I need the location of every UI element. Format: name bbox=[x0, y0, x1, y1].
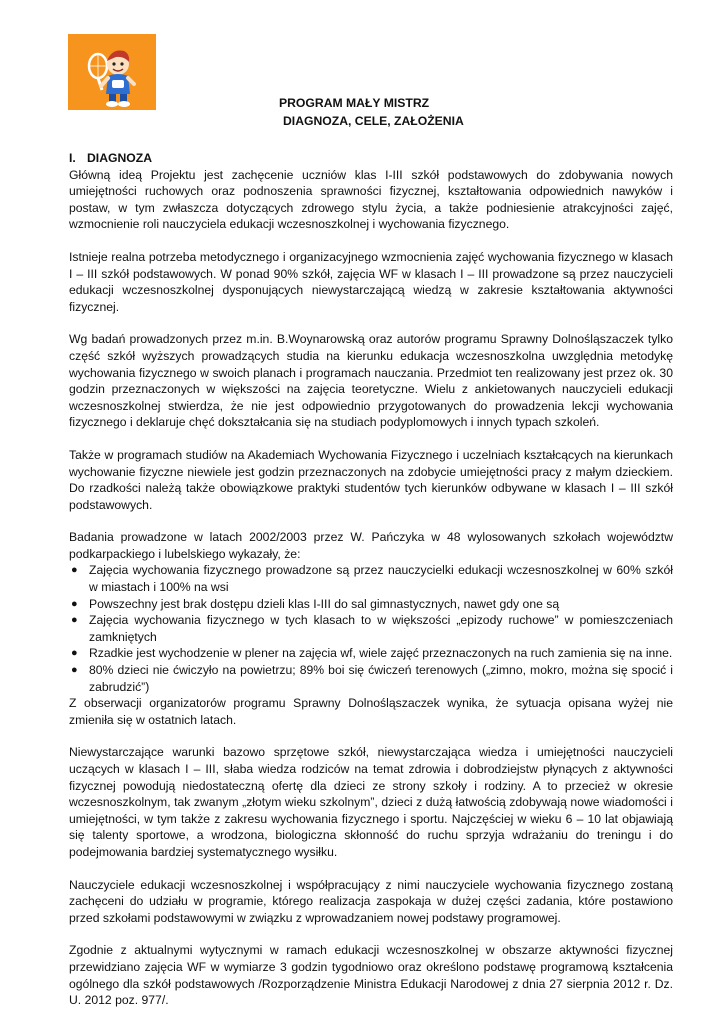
list-item bbox=[69, 562, 673, 595]
program-logo bbox=[68, 34, 156, 110]
list-item bbox=[69, 596, 673, 613]
bullet-list bbox=[69, 562, 673, 695]
list-item-text: Zajęcia wychowania fizycznego w tych klasach to w większości „epizody ruchowe” w pomieszczeniach zamkniętych bbox=[89, 613, 673, 644]
list-item bbox=[69, 645, 673, 662]
list-item-text: 80% dzieci nie ćwiczyło na powietrzu; 89% boi się ćwiczeń terenowych („zimno, mokro, można się spocić i zabrudzić”) bbox=[89, 663, 673, 694]
paragraph: Także w programach studiów na Akademiach Wychowania Fizycznego i uczelniach kształcących na kierunkach wychowanie fizyczne niewiele jest godzin przeznaczonych na zdobycie umiejętności pracy z małym dzieckiem. Do rzadkości należą także obowiązkowe praktyki studentów tych kierunków odbywane w klasach I – III szkół podstawowych. bbox=[69, 447, 673, 512]
bullet-icon: ● bbox=[71, 664, 78, 677]
paragraph: Z obserwacji organizatorów programu Sprawny Dolnośląszaczek wynika, że sytuacja opisana wyżej nie zmieniła się w ostatnich latach. bbox=[69, 696, 673, 727]
boy-with-racket-icon bbox=[68, 34, 156, 110]
paragraph: Zgodnie z aktualnymi wytycznymi w ramach edukacji wczesnoszkolnej w obszarze aktywności fizycznej przewidziano zajęcia WF w wymiarze 3 godzin tygodniowo oraz określono podstawę programową kształcenia ogólnego dla szkół podstawowych /Rozporządzenie Ministra Edukacji Narodowej z dnia 27 sierpnia 2012 r. Dz. U. 2012 poz. 977/. bbox=[69, 943, 673, 1008]
bullet-icon: ● bbox=[71, 647, 78, 660]
paragraph: Główną ideą Projektu jest zachęcenie uczniów klas I-III szkół podstawowych do zdobywania nowych umiejętności ruchowych oraz podnoszenia sprawności fizycznej, kształtowania odpowiednich nawyków i postaw, w tym zwłaszcza dotyczących zdrowego stylu życia, a także podniesienie atrakcyjności zajęć, wzmocnienie roli nauczyciela edukacji wczesnoszkolnej i wychowania fizycznego. bbox=[69, 167, 673, 232]
paragraph: Istnieje realna potrzeba metodycznego i organizacyjnego wzmocnienia zajęć wychowania fizycznego w klasach I – III szkół podstawowych. W ponad 90% szkół, zajęcia WF w klasach I – III prowadzone są przez nauczycieli edukacji wczesnoszkolnej dysponujących niewystarczającą wiedzą w zakresie kształtowania aktywności fizycznej. bbox=[69, 249, 673, 314]
paragraph: Wg badań prowadzonych przez m.in. B.Woynarowską oraz autorów programu Sprawny Dolnośląszaczek tylko część szkół wyższych prowadzących studia na kierunku edukacja wczesnoszkolna uwzględnia metodykę wychowania fizycznego w swoich planach i programach nauczania. Przedmiot ten realizowany jest przez ok. 30 godzin przeznaczonych w większości na zajęcia teoretyczne. Wielu z ankietowanych nauczycieli edukacji wczesnoszkolnej stwierdza, że nie jest odpowiednio przygotowanych do prowadzenia lekcji wychowania fizycznego i deklaruje chęć dokształcania się na studiach podyplomowych i innych typach szkoleń. bbox=[69, 332, 673, 430]
section-title: DIAGNOZA bbox=[87, 151, 152, 165]
title-line-1: PROGRAM MAŁY MISTRZ bbox=[279, 96, 430, 110]
list-item bbox=[69, 662, 673, 695]
list-item-text: Powszechny jest brak dostępu dzieli klas I-III do sal gimnastycznych, nawet gdy one są bbox=[89, 596, 560, 611]
list-item-text: Zajęcia wychowania fizycznego prowadzone są przez nauczycielki edukacji wczesnoszkolnej w 60% szkół w miastach i 100% na wsi bbox=[89, 563, 673, 595]
document-body bbox=[69, 150, 673, 1025]
bullet-icon: ● bbox=[71, 614, 78, 627]
list-item-text: Rzadkie jest wychodzenie w plener na zajęcia wf, wiele zajęć przeznaczonych na ruch zamienia się na inne. bbox=[89, 646, 673, 661]
section-heading bbox=[69, 150, 673, 167]
paragraph: Nauczyciele edukacji wczesnoszkolnej i współpracujący z nimi nauczyciele wychowania fizycznego zostaną zachęceni do udziału w programie, którego realizacja zaspokaja w dużej części zadania, które postawiono przed szkołami podstawowymi w związku z wprowadzaniem nowej podstawy programowej. bbox=[69, 877, 673, 925]
bullet-icon: ● bbox=[71, 564, 78, 577]
list-item bbox=[69, 612, 673, 645]
title-line-2: DIAGNOZA, CELE, ZAŁOŻENIA bbox=[283, 114, 464, 128]
paragraph: Badania prowadzone w latach 2002/2003 przez W. Pańczyka w 48 wylosowanych szkołach województw podkarpackiego i lubelskiego wykazały, że: bbox=[69, 530, 673, 561]
section-number: I. bbox=[69, 151, 76, 165]
paragraph: Niewystarczające warunki bazowo sprzętowe szkół, niewystarczająca wiedza i umiejętności nauczycieli uczących w klasach I – III, słaba wiedza rodziców na temat zdrowia i dobrodziejstw płynących z aktywności fizycznej powodują niedostateczną ofertę dla dzieci ze strony szkoły i rodziny. A to przecież w okresie wczesnoszkolnym, tak zwanym „złotym wieku szkolnym”, dzieci z dużą łatwością zdobywają nowe wiadomości i umiejętności, w tym także z zakresu wychowania fizycznego i sportu. Najczęściej w wieku 6 – 10 lat objawiają się talenty sportowe, a wrodzona, biologiczna skłonność do ruchu sprzyja wdrażaniu do treningu i do podejmowania bardziej systematycznego wysiłku. bbox=[69, 745, 673, 859]
bullet-icon: ● bbox=[71, 597, 78, 610]
